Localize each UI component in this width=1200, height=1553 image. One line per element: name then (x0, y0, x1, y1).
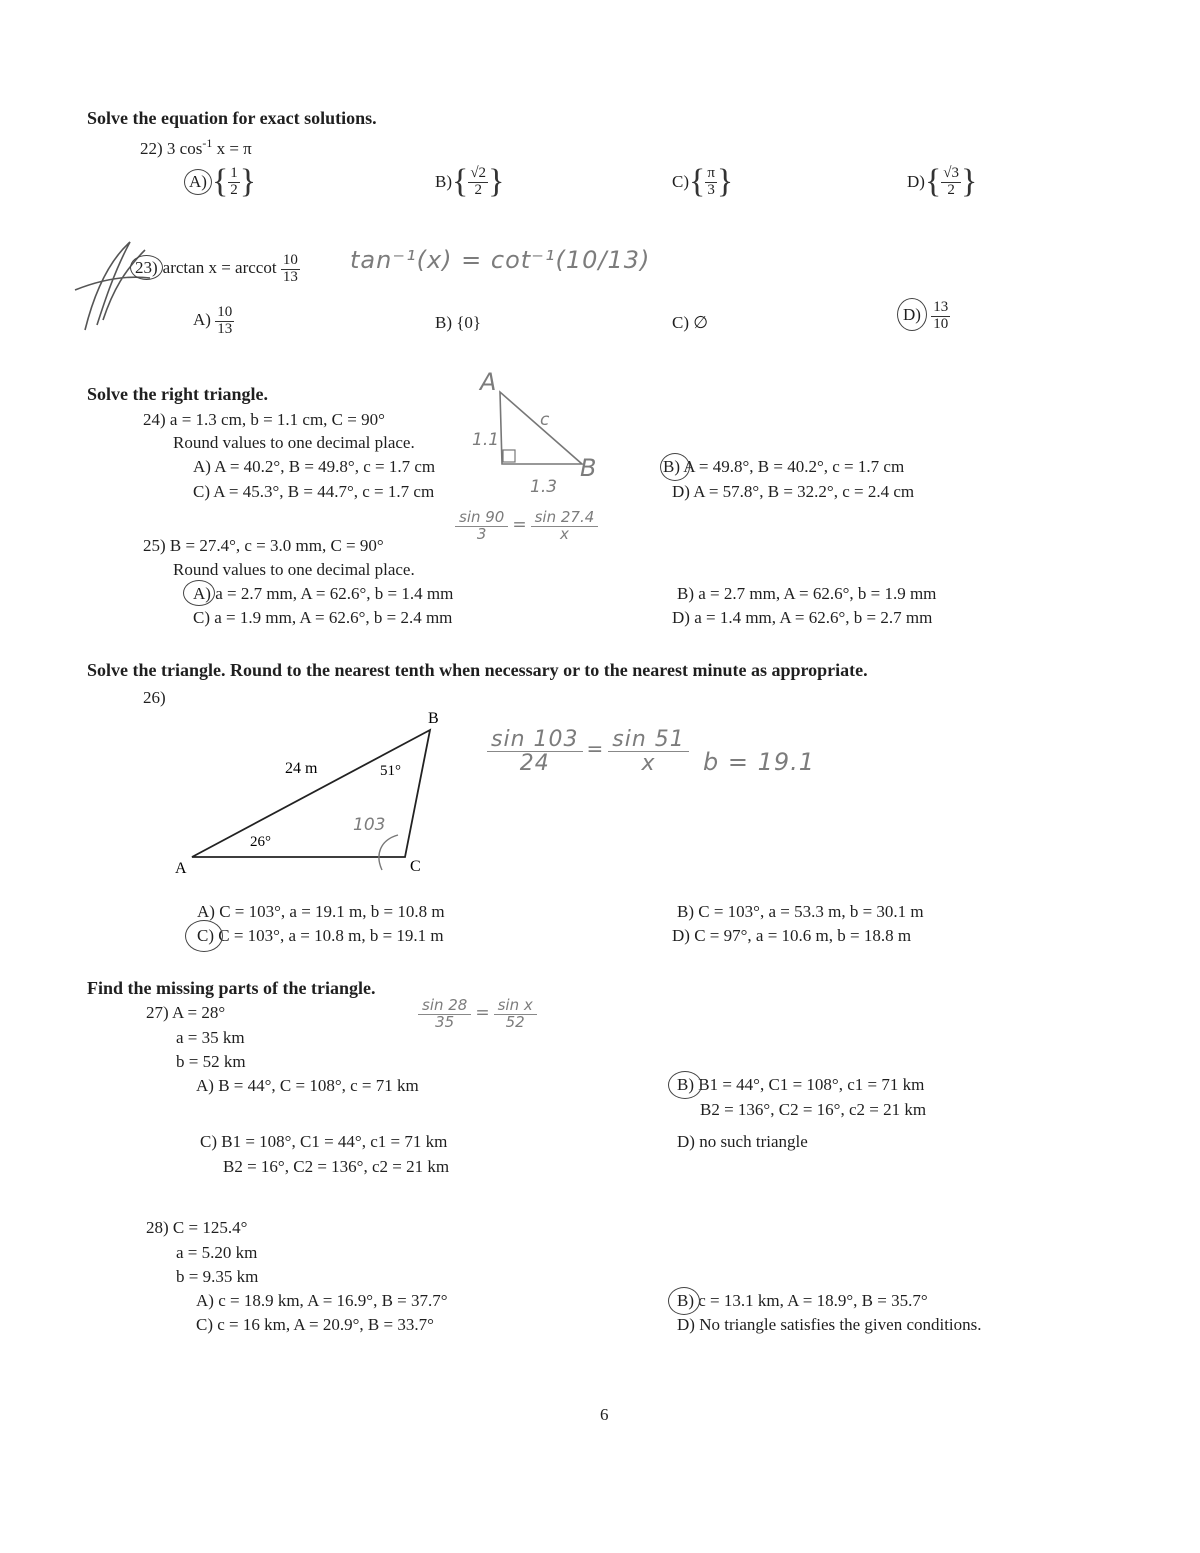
q22-b-num: √2 (470, 164, 487, 181)
q22-d-den: 2 (947, 181, 955, 198)
q28-b-text: B) c = 13.1 km, A = 18.9°, B = 35.7° (677, 1291, 928, 1310)
q28-given-b: b = 9.35 km (176, 1267, 259, 1286)
side-length-label: 24 m (285, 760, 318, 777)
handwritten-angle-c: 103 (353, 815, 386, 835)
q22-lhs: 3 cos (166, 139, 203, 158)
handwritten-side-11: 1.1 (472, 430, 500, 450)
hw-q26-n2: sin 51 (608, 728, 689, 752)
q22-d-fraction (941, 166, 961, 199)
hw-q26-d1: 24 (519, 751, 550, 777)
q24-option-b[interactable] (663, 457, 904, 477)
selection-circle-icon (660, 453, 690, 481)
handwritten-equals-icon: = (512, 514, 527, 535)
q27-option-a[interactable]: A) B = 44°, C = 108°, c = 71 km (196, 1076, 419, 1095)
q28-option-a[interactable]: A) c = 18.9 km, A = 16.9°, B = 37.7° (196, 1291, 448, 1310)
q23-number: 23) (130, 255, 163, 280)
handwritten-side-13: 1.3 (530, 477, 558, 497)
hw-q26-d2: x (641, 751, 656, 777)
left-brace-icon: { (689, 163, 706, 200)
q23-c-label: C) (672, 313, 689, 332)
q23-a-den: 13 (217, 320, 233, 337)
q23-frac-den: 13 (282, 268, 298, 285)
q22-c-num: π (707, 164, 715, 181)
handwritten-side-c: c (540, 410, 550, 430)
q27-given-a: a = 35 km (176, 1028, 245, 1047)
selection-circle-icon (183, 580, 215, 606)
q22-option-a[interactable] (184, 165, 256, 199)
q24-option-a[interactable]: A) A = 40.2°, B = 49.8°, c = 1.7 cm (193, 457, 436, 476)
q22-a-fraction (228, 166, 240, 199)
q26-option-c[interactable] (197, 926, 444, 946)
q22-option-d[interactable] (907, 165, 977, 199)
hw-q27-d2: 52 (505, 1012, 525, 1031)
q22-c-label: C) (672, 172, 689, 191)
section-header-exact: Solve the equation for exact solutions. (87, 108, 377, 128)
q27-option-b[interactable] (677, 1075, 926, 1120)
q23-d-label: D) (897, 298, 927, 331)
vertex-b-label: B (428, 710, 439, 727)
q22-b-den: 2 (474, 181, 482, 198)
q27-c-line2: B2 = 16°, C2 = 136°, c2 = 21 km (223, 1157, 450, 1176)
q22-a-num: 1 (230, 164, 238, 181)
q26-triangle-figure (170, 705, 450, 880)
q28-given-a: a = 5.20 km (176, 1243, 258, 1262)
q25-a-text: A) a = 2.7 mm, A = 62.6°, b = 1.4 mm (193, 584, 454, 603)
q27-given-b: b = 52 km (176, 1052, 246, 1071)
right-brace-icon: } (239, 163, 257, 200)
hw-q25-d2: x (559, 524, 569, 543)
right-brace-icon: } (716, 163, 734, 200)
q23-option-a[interactable] (193, 305, 234, 338)
triangle-shape (192, 730, 430, 857)
q23-option-b[interactable] (435, 313, 481, 333)
q25-option-c[interactable]: C) a = 1.9 mm, A = 62.6°, b = 2.4 mm (193, 608, 453, 627)
q23-d-fraction (931, 300, 950, 333)
q22-c-fraction (705, 166, 717, 199)
q24-option-c[interactable]: C) A = 45.3°, B = 44.7°, c = 1.7 cm (193, 482, 435, 501)
q26-option-d[interactable]: D) C = 97°, a = 10.6 m, b = 18.8 m (672, 926, 912, 945)
handwritten-q25-right-fraction (531, 510, 599, 543)
section-header-missing-parts: Find the missing parts of the triangle. (87, 978, 376, 998)
handwritten-q27-right-fraction (494, 998, 537, 1031)
q27-option-d[interactable]: D) no such triangle (677, 1132, 808, 1151)
q22-d-num: √3 (943, 164, 960, 181)
q23-option-c[interactable] (672, 313, 708, 333)
handwritten-q27-proportion (418, 998, 537, 1031)
q23-equation (130, 253, 300, 286)
handwritten-q23-work: tan⁻¹(x) = cot⁻¹(10/13) (350, 246, 651, 274)
handwritten-q25-proportion (455, 510, 598, 543)
q26-number: 26) (143, 688, 166, 707)
q24-given: 24) a = 1.3 cm, b = 1.1 cm, C = 90° (143, 410, 385, 429)
q28-option-b[interactable] (677, 1291, 928, 1311)
selection-circle-icon (668, 1071, 702, 1099)
selection-circle-icon (668, 1287, 700, 1315)
q22-rhs: x = π (216, 139, 252, 158)
section-header-right-triangle: Solve the right triangle. (87, 384, 268, 404)
handwritten-equals-icon: = (475, 1002, 490, 1023)
handwritten-vertex-a: A (480, 368, 498, 396)
q27-c-line1: C) B1 = 108°, C1 = 44°, c1 = 71 km (200, 1132, 448, 1151)
q23-a-fraction (215, 305, 234, 338)
q26-option-a[interactable]: A) C = 103°, a = 19.1 m, b = 10.8 m (197, 902, 445, 921)
vertex-c-label: C (410, 858, 421, 875)
q23-a-num: 10 (217, 304, 233, 320)
q24-b-text: B) A = 49.8°, B = 40.2°, c = 1.7 cm (663, 457, 905, 476)
q27-given-angle: 27) A = 28° (146, 1003, 226, 1022)
q25-option-a[interactable] (193, 584, 453, 604)
q24-instructions: Round values to one decimal place. (173, 433, 415, 452)
handwritten-equals-icon: = (586, 736, 605, 761)
q22-a-den: 2 (230, 181, 238, 198)
q22-number: 22) (140, 139, 163, 158)
vertex-a-label: A (175, 860, 187, 877)
q22-a-label: A) (184, 169, 212, 195)
angle-a-label: 26° (250, 834, 271, 850)
handwritten-q26-proportion (487, 728, 689, 775)
q22-b-fraction (468, 166, 488, 199)
q25-option-d[interactable]: D) a = 1.4 mm, A = 62.6°, b = 2.7 mm (672, 608, 933, 627)
q24-option-d[interactable]: D) A = 57.8°, B = 32.2°, c = 2.4 cm (672, 482, 915, 501)
q26-c-text: C) C = 103°, a = 10.8 m, b = 19.1 m (197, 926, 444, 945)
hw-q27-n1: sin 28 (418, 998, 471, 1015)
q26-option-b[interactable]: B) C = 103°, a = 53.3 m, b = 30.1 m (677, 902, 924, 921)
q27-b-line2: B2 = 136°, C2 = 16°, c2 = 21 km (700, 1100, 927, 1119)
q22-d-label: D) (907, 172, 925, 191)
handwritten-q25-left-fraction (455, 510, 508, 543)
q22-option-b[interactable] (435, 165, 504, 199)
q23-b-value: {0} (456, 313, 482, 332)
q27-option-c[interactable] (200, 1132, 449, 1177)
q28-given-angle: 28) C = 125.4° (146, 1218, 248, 1237)
q25-option-b[interactable]: B) a = 2.7 mm, A = 62.6°, b = 1.9 mm (677, 584, 937, 603)
q23-d-den: 10 (933, 315, 949, 332)
q25-instructions: Round values to one decimal place. (173, 560, 415, 579)
handwritten-q26-result: b = 19.1 (703, 748, 816, 776)
q23-frac-num: 10 (282, 252, 298, 268)
q22-b-label: B) (435, 172, 452, 191)
handwritten-q26-right-fraction (608, 728, 689, 775)
q23-fraction (281, 253, 300, 286)
q22-option-c[interactable] (672, 165, 733, 199)
hw-q26-n1: sin 103 (487, 728, 583, 752)
handwritten-q26-left-fraction (487, 728, 583, 775)
q22-c-den: 3 (707, 181, 715, 198)
handwritten-vertex-b: B (580, 454, 598, 482)
q23-c-value: ∅ (693, 313, 709, 332)
hw-q25-n2: sin 27.4 (531, 510, 599, 527)
q28-option-d[interactable]: D) No triangle satisfies the given conditions. (677, 1315, 982, 1334)
q23-lhs: arctan x = arccot (162, 258, 277, 278)
page-number: 6 (600, 1405, 609, 1424)
q22-exponent: -1 (202, 136, 213, 150)
left-brace-icon: { (924, 163, 942, 200)
hw-q27-d1: 35 (435, 1012, 455, 1031)
q23-a-label: A) (193, 310, 211, 330)
angle-b-label: 51° (380, 763, 401, 779)
q25-given: 25) B = 27.4°, c = 3.0 mm, C = 90° (143, 536, 384, 555)
q23-d-num: 13 (933, 299, 949, 315)
left-brace-icon: { (211, 163, 229, 200)
q23-b-label: B) (435, 313, 452, 332)
q28-option-c[interactable]: C) c = 16 km, A = 20.9°, B = 33.7° (196, 1315, 434, 1334)
selection-circle-icon (185, 920, 223, 952)
q22-equation (140, 136, 252, 159)
hw-q25-d1: 3 (476, 524, 487, 543)
right-brace-icon: } (961, 163, 978, 200)
hw-q27-n2: sin x (494, 998, 537, 1015)
handwritten-angle-arc (379, 835, 398, 870)
q23-option-d[interactable] (897, 300, 950, 333)
q27-b-line1: B) B1 = 44°, C1 = 108°, c1 = 71 km (677, 1075, 925, 1094)
left-brace-icon: { (452, 163, 469, 200)
right-brace-icon: } (488, 163, 505, 200)
handwritten-q27-left-fraction (418, 998, 471, 1031)
hw-q25-n1: sin 90 (455, 510, 508, 527)
section-header-solve-triangle: Solve the triangle. Round to the nearest tenth when necessary or to the nearest minute as appropriate. (87, 660, 868, 680)
